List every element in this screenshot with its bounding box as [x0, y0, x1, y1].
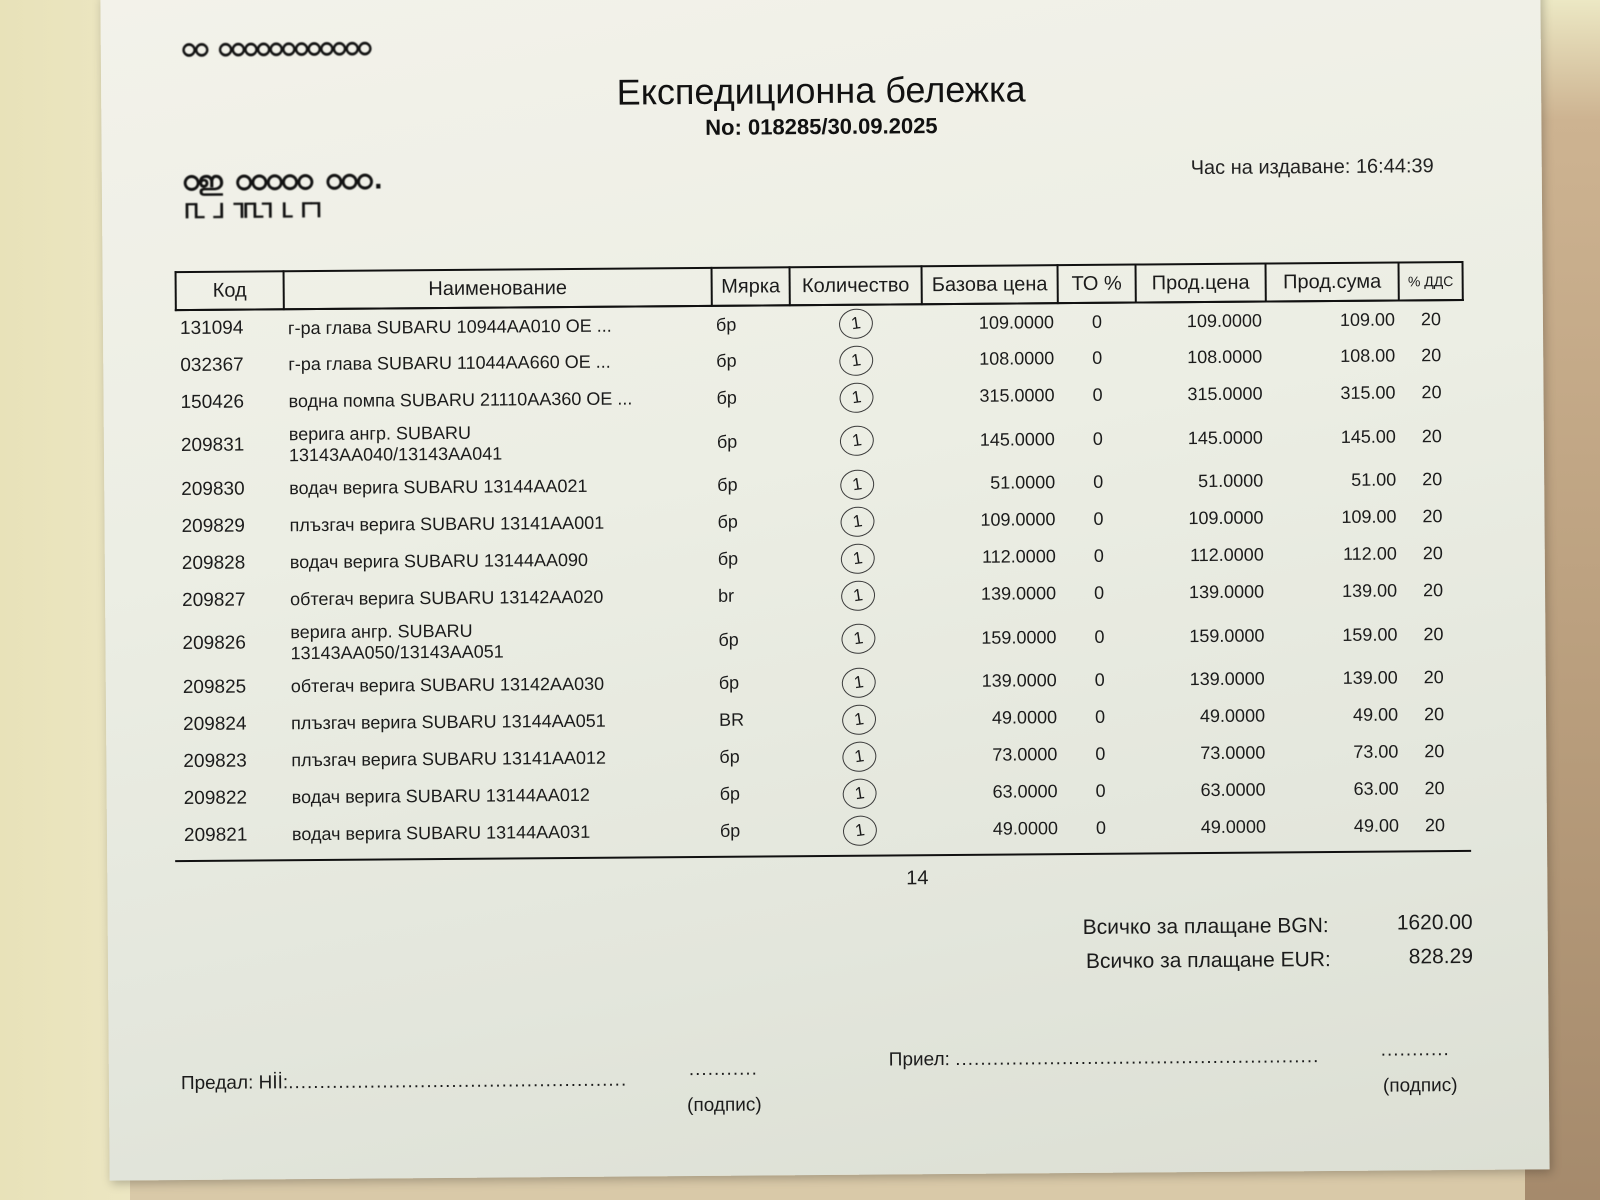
cell-sale-price: 145.0000 [1187, 427, 1263, 448]
cell-name [287, 665, 715, 705]
cell-base-price: 139.0000 [980, 583, 1057, 604]
cell-qty [794, 774, 926, 812]
cell-sale-price: 139.0000 [1188, 581, 1265, 603]
items-table [175, 261, 1469, 854]
cell-name [288, 813, 716, 853]
cell-discount: 0 [1093, 471, 1104, 492]
cell-code: 209826 [182, 632, 246, 655]
item-name-line: водач верига SUBARU 13144AA012 [291, 784, 590, 808]
cell-base-price: 159.0000 [981, 626, 1057, 648]
cell-code: 032367 [180, 354, 244, 376]
cell-unit: бр [716, 431, 738, 452]
cell-vat: 20 [1424, 778, 1445, 799]
header-scribble: ഠഠ ഠഠഠഠഠഠഠഠഠഠഠഠ [180, 35, 370, 63]
cell-sale-sum: 63.00 [1353, 778, 1399, 799]
cell-sale-sum: 73.00 [1353, 741, 1399, 762]
cell-code: 209829 [181, 515, 246, 537]
cell-qty [791, 415, 923, 466]
issue-time: Час на издаване: 16:44:39 [1190, 155, 1434, 180]
cell-vat: 20 [1422, 543, 1443, 564]
cell-code: 209830 [181, 478, 245, 500]
cell-sale-price: 73.0000 [1200, 742, 1266, 764]
cell-qty [793, 663, 925, 701]
circled-quantity: 1 [840, 739, 878, 774]
cell-unit: бр [719, 820, 741, 841]
cell-vat: 20 [1423, 667, 1444, 688]
cell-sale-price: 159.0000 [1189, 625, 1265, 646]
cell-name [285, 417, 713, 470]
cell-sale-price: 63.0000 [1200, 779, 1266, 801]
cell-code: 209823 [183, 750, 247, 772]
item-name-line: верига ангр. SUBARU [290, 620, 473, 643]
cell-base-price: 109.0000 [978, 311, 1055, 333]
cell-qty [794, 811, 926, 849]
cell-qty [792, 613, 924, 664]
cell-unit: бр [716, 350, 737, 371]
cell-unit: бр [719, 783, 741, 804]
cell-vat: 20 [1421, 425, 1442, 446]
cell-sale-sum: 109.00 [1339, 309, 1396, 330]
cell-unit: br [718, 585, 735, 606]
item-name-line-2: 13143AA040/13143AA041 [288, 443, 503, 466]
cell-sale-price: 108.0000 [1187, 346, 1263, 368]
cell-discount: 0 [1092, 347, 1103, 368]
cell-base-price: 109.0000 [980, 509, 1056, 530]
cell-base-price: 73.0000 [992, 744, 1058, 765]
handed-by-label [181, 1070, 627, 1096]
cell-unit: бр [715, 314, 737, 335]
cell-code: 209821 [183, 824, 248, 846]
item-count: 14 [906, 867, 929, 890]
item-name-line: г-ра глава SUBARU 11044AA660 OE ... [288, 351, 611, 375]
cell-qty [790, 341, 922, 379]
cell-vat: 20 [1424, 741, 1445, 762]
cell-sale-sum: 112.00 [1342, 543, 1397, 564]
circled-quantity: 1 [839, 541, 877, 576]
cell-vat: 20 [1423, 704, 1445, 725]
circled-quantity: 1 [841, 813, 879, 848]
cell-discount: 0 [1095, 743, 1106, 764]
header-sale-sum: Прод.сума [1266, 262, 1399, 301]
received-by-label [889, 1046, 1320, 1071]
cell-unit: BR [718, 709, 745, 730]
cell-vat: 20 [1422, 506, 1443, 527]
cell-sale-sum: 109.00 [1341, 506, 1397, 527]
cell-code: 209831 [180, 434, 245, 457]
circled-quantity: 1 [839, 504, 877, 539]
cell-base-price: 315.0000 [979, 385, 1055, 406]
item-name-line: обтегач верига SUBARU 13142AA020 [290, 586, 604, 610]
cell-base-price: 49.0000 [991, 707, 1058, 728]
cell-discount: 0 [1095, 817, 1107, 838]
cell-sale-price: 112.0000 [1189, 544, 1264, 566]
cell-discount: 0 [1095, 780, 1106, 801]
cell-sale-price: 109.0000 [1186, 310, 1263, 331]
cell-base-price: 63.0000 [992, 781, 1058, 802]
cell-discount: 0 [1092, 428, 1103, 449]
cell-sale-price: 49.0000 [1199, 705, 1266, 727]
header-discount: ТО % [1058, 265, 1136, 304]
cell-code: 209827 [182, 589, 246, 611]
cell-sale-sum: 145.00 [1340, 426, 1396, 447]
cell-vat: 20 [1423, 623, 1444, 644]
cell-vat: 20 [1424, 815, 1446, 836]
cell-vat: 20 [1422, 580, 1444, 601]
received-sign-dots: ........... [1380, 1039, 1450, 1061]
cell-sale-price: 49.0000 [1200, 816, 1267, 838]
cell-base-price: 51.0000 [990, 472, 1056, 493]
header-code: Код [176, 271, 284, 310]
cell-sale-sum: 139.00 [1342, 667, 1398, 688]
delivery-note-paper [100, 0, 1549, 1181]
cell-sale-sum: 49.00 [1352, 704, 1399, 725]
cell-code: 131094 [179, 317, 244, 340]
circled-quantity: 1 [839, 578, 877, 613]
item-name-line: плъзгач верига SUBARU 13144AA051 [291, 710, 606, 734]
header-base-price: Базова цена [922, 265, 1058, 304]
header-vat: % ДДС [1399, 262, 1463, 301]
cell-unit: бр [716, 387, 737, 408]
cell-sale-sum: 159.00 [1342, 624, 1398, 645]
cell-qty [793, 700, 925, 738]
cell-name [287, 739, 715, 779]
cell-sale-sum: 139.00 [1341, 580, 1398, 601]
item-name-line: плъзгач верига SUBARU 13141AA001 [289, 512, 605, 536]
cell-discount: 0 [1091, 311, 1103, 332]
cell-base-price: 112.0000 [981, 546, 1056, 567]
cell-base-price: 145.0000 [979, 428, 1055, 450]
circled-quantity: 1 [840, 665, 878, 700]
circled-quantity: 1 [839, 621, 877, 656]
total-bgn-label: Всичко за плащане BGN: [1082, 914, 1329, 939]
document-number: No: 018285/30.09.2025 [705, 113, 938, 140]
circled-quantity: 1 [838, 380, 876, 415]
cell-discount: 0 [1093, 508, 1104, 529]
circled-quantity: 1 [838, 467, 876, 502]
cell-sale-price: 315.0000 [1187, 383, 1263, 405]
cell-name [284, 343, 712, 383]
cell-discount: 0 [1094, 669, 1105, 690]
cell-name [286, 578, 714, 618]
cell-name [288, 776, 716, 816]
cell-name [286, 615, 714, 668]
item-name-line: водач верига SUBARU 13144AA090 [289, 549, 589, 573]
cell-vat: 20 [1421, 345, 1442, 366]
cell-discount: 0 [1094, 626, 1105, 647]
cell-qty [791, 465, 923, 503]
cell-name [285, 504, 713, 544]
cell-code: 209828 [181, 552, 246, 574]
cell-name [287, 702, 715, 742]
cell-discount: 0 [1094, 706, 1106, 727]
cell-qty [792, 576, 924, 614]
header-sale-price: Прод.цена [1136, 264, 1266, 303]
item-name-line: водна помпа SUBARU 21110AA360 OE ... [288, 388, 633, 412]
cell-discount: 0 [1093, 582, 1105, 603]
cell-sale-price: 51.0000 [1198, 470, 1264, 492]
cell-discount: 0 [1093, 545, 1104, 566]
cell-unit: бр [717, 511, 738, 532]
cell-sale-price: 109.0000 [1188, 507, 1264, 529]
circled-quantity: 1 [838, 423, 876, 458]
cell-code: 209822 [183, 787, 248, 809]
handed-by-dots: ...................................................... [288, 1069, 628, 1094]
cell-sale-sum: 51.00 [1351, 469, 1397, 490]
handed-sign-dots: ........... [688, 1058, 758, 1081]
cell-unit: бр [717, 474, 738, 495]
handed-by-text: Предал: Нİİ: [180, 1072, 289, 1095]
cell-qty [791, 502, 923, 540]
header-qty: Количество [790, 266, 922, 305]
circled-quantity: 1 [837, 306, 875, 341]
cell-name [286, 541, 714, 581]
cell-qty [790, 304, 922, 342]
cell-vat: 20 [1421, 382, 1442, 403]
header-unit: Мярка [712, 267, 790, 306]
cell-base-price: 139.0000 [981, 670, 1057, 691]
handed-sign-caption: (подпис) [687, 1094, 762, 1117]
cell-qty [792, 539, 924, 577]
cell-vat: 20 [1420, 308, 1442, 329]
total-eur-value: 828.29 [1408, 944, 1474, 969]
item-name-line-2: 13143AA050/13143AA051 [290, 641, 504, 664]
total-eur-label: Всичко за плащане EUR: [1085, 948, 1331, 973]
cell-unit: бр [718, 629, 739, 650]
cell-qty [793, 737, 925, 775]
cell-base-price: 108.0000 [979, 348, 1055, 369]
cell-discount: 0 [1092, 384, 1103, 405]
circled-quantity: 1 [840, 702, 878, 737]
item-name-line: водач верига SUBARU 13144AA021 [289, 475, 588, 499]
cell-unit: бр [719, 746, 740, 767]
cell-sale-sum: 315.00 [1340, 382, 1396, 403]
cell-name [285, 467, 713, 507]
cell-vat: 20 [1422, 469, 1443, 490]
received-by-dots: .......................................................... [955, 1046, 1320, 1070]
company-scribble-line2: ᒥᒪ ᒧ ᒣᒥᒪᒣ ᒪ ᒥᒣ [183, 197, 320, 224]
cell-code: 209825 [182, 676, 247, 698]
received-sign-caption: (подпис) [1382, 1075, 1458, 1097]
circled-quantity: 1 [837, 343, 875, 378]
cell-code: 209824 [183, 713, 247, 735]
company-scribble-line1: ഠഇ ഠഠഠഠഠ ഠഠഠ. [181, 165, 385, 198]
cell-sale-sum: 49.00 [1353, 815, 1400, 836]
item-name-line: водач верига SUBARU 13144AA031 [291, 821, 591, 845]
cell-unit: бр [717, 548, 739, 569]
cell-unit: бр [718, 672, 740, 693]
document-title: Експедиционна бележка [616, 68, 1026, 113]
item-name-line: верига ангр. SUBARU [288, 422, 472, 445]
item-name-line: плъзгач верига SUBARU 13141AA012 [291, 747, 607, 771]
circled-quantity: 1 [841, 776, 879, 811]
item-name-line: г-ра глава SUBARU 10944AA010 OE ... [287, 315, 612, 338]
cell-name [284, 380, 712, 420]
cell-code: 150426 [180, 391, 245, 413]
cell-qty [790, 378, 922, 416]
header-name: Наименование [284, 268, 712, 309]
total-bgn-value: 1620.00 [1396, 910, 1473, 935]
received-by-text: Приел: [888, 1049, 950, 1071]
cell-name [284, 306, 712, 346]
cell-sale-price: 139.0000 [1189, 668, 1265, 690]
cell-base-price: 49.0000 [992, 818, 1059, 839]
cell-sale-sum: 108.00 [1340, 345, 1396, 366]
item-name-line: обтегач верига SUBARU 13142AA030 [290, 673, 605, 697]
